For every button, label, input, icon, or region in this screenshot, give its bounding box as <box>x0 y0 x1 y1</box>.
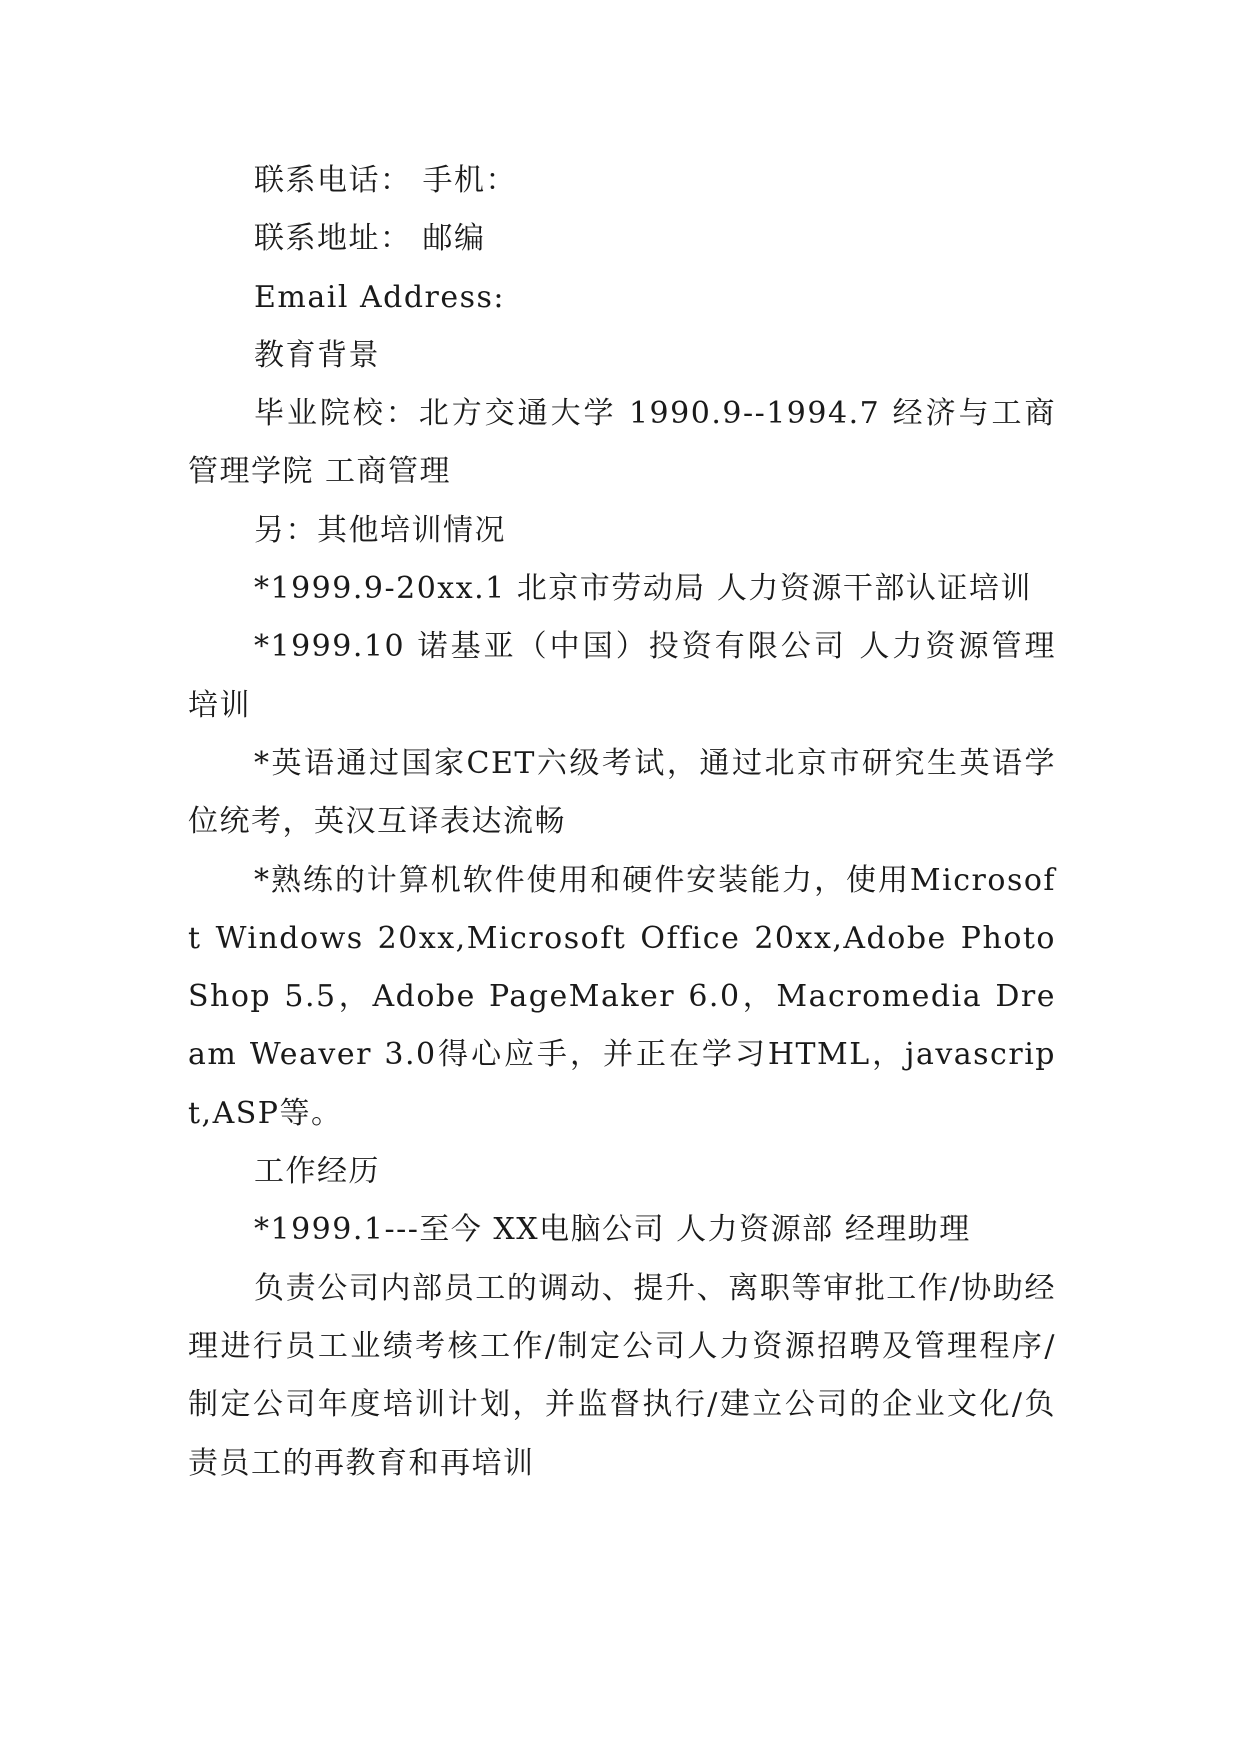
contact-address-line: 联系地址： 邮编 <box>254 221 486 257</box>
other-training-heading: 另：其他培训情况 <box>254 512 506 548</box>
work-duties-paragraph: 负责公司内部员工的调动、提升、离职等审批工作/协助经理进行员工业绩考核工作/制定公司人力资源招聘及管理程序/制定公司年度培训计划，并监督执行/建立公司的企业文化/负责员工的再教育和再培训 <box>188 1270 1056 1481</box>
work-experience-heading: 工作经历 <box>254 1154 380 1190</box>
education-heading: 教育背景 <box>254 337 380 373</box>
english-skill-line: *英语通过国家CET六级考试，通过北京市研究生英语学位统考，英汉互译表达流畅 <box>188 745 1056 840</box>
computer-skill-line: *熟练的计算机软件使用和硬件安装能力，使用Microsoft Windows 20xx,Microsoft Office 20xx,Adobe PhotoShop 5.5，Adobe PageMaker 6.0，Macromedia Dream Weaver 3.0得心应手，并正在学习HTML，javascript,ASP等。 <box>188 862 1056 1131</box>
email-line: Email Address: <box>254 279 506 315</box>
training-item-1: *1999.9-20xx.1 北京市劳动局 人力资源干部认证培训 <box>254 571 1032 607</box>
work-item-1: *1999.1---至今 XX电脑公司 人力资源部 经理助理 <box>254 1212 971 1248</box>
document-body <box>188 152 1056 1493</box>
training-item-2: *1999.10 诺基亚（中国）投资有限公司 人力资源管理培训 <box>188 629 1056 723</box>
graduate-school-line: 毕业院校：北方交通大学 1990.9--1994.7 经济与工商管理学院 工商管理 <box>188 396 1056 490</box>
contact-phone-line: 联系电话： 手机： <box>254 163 518 198</box>
